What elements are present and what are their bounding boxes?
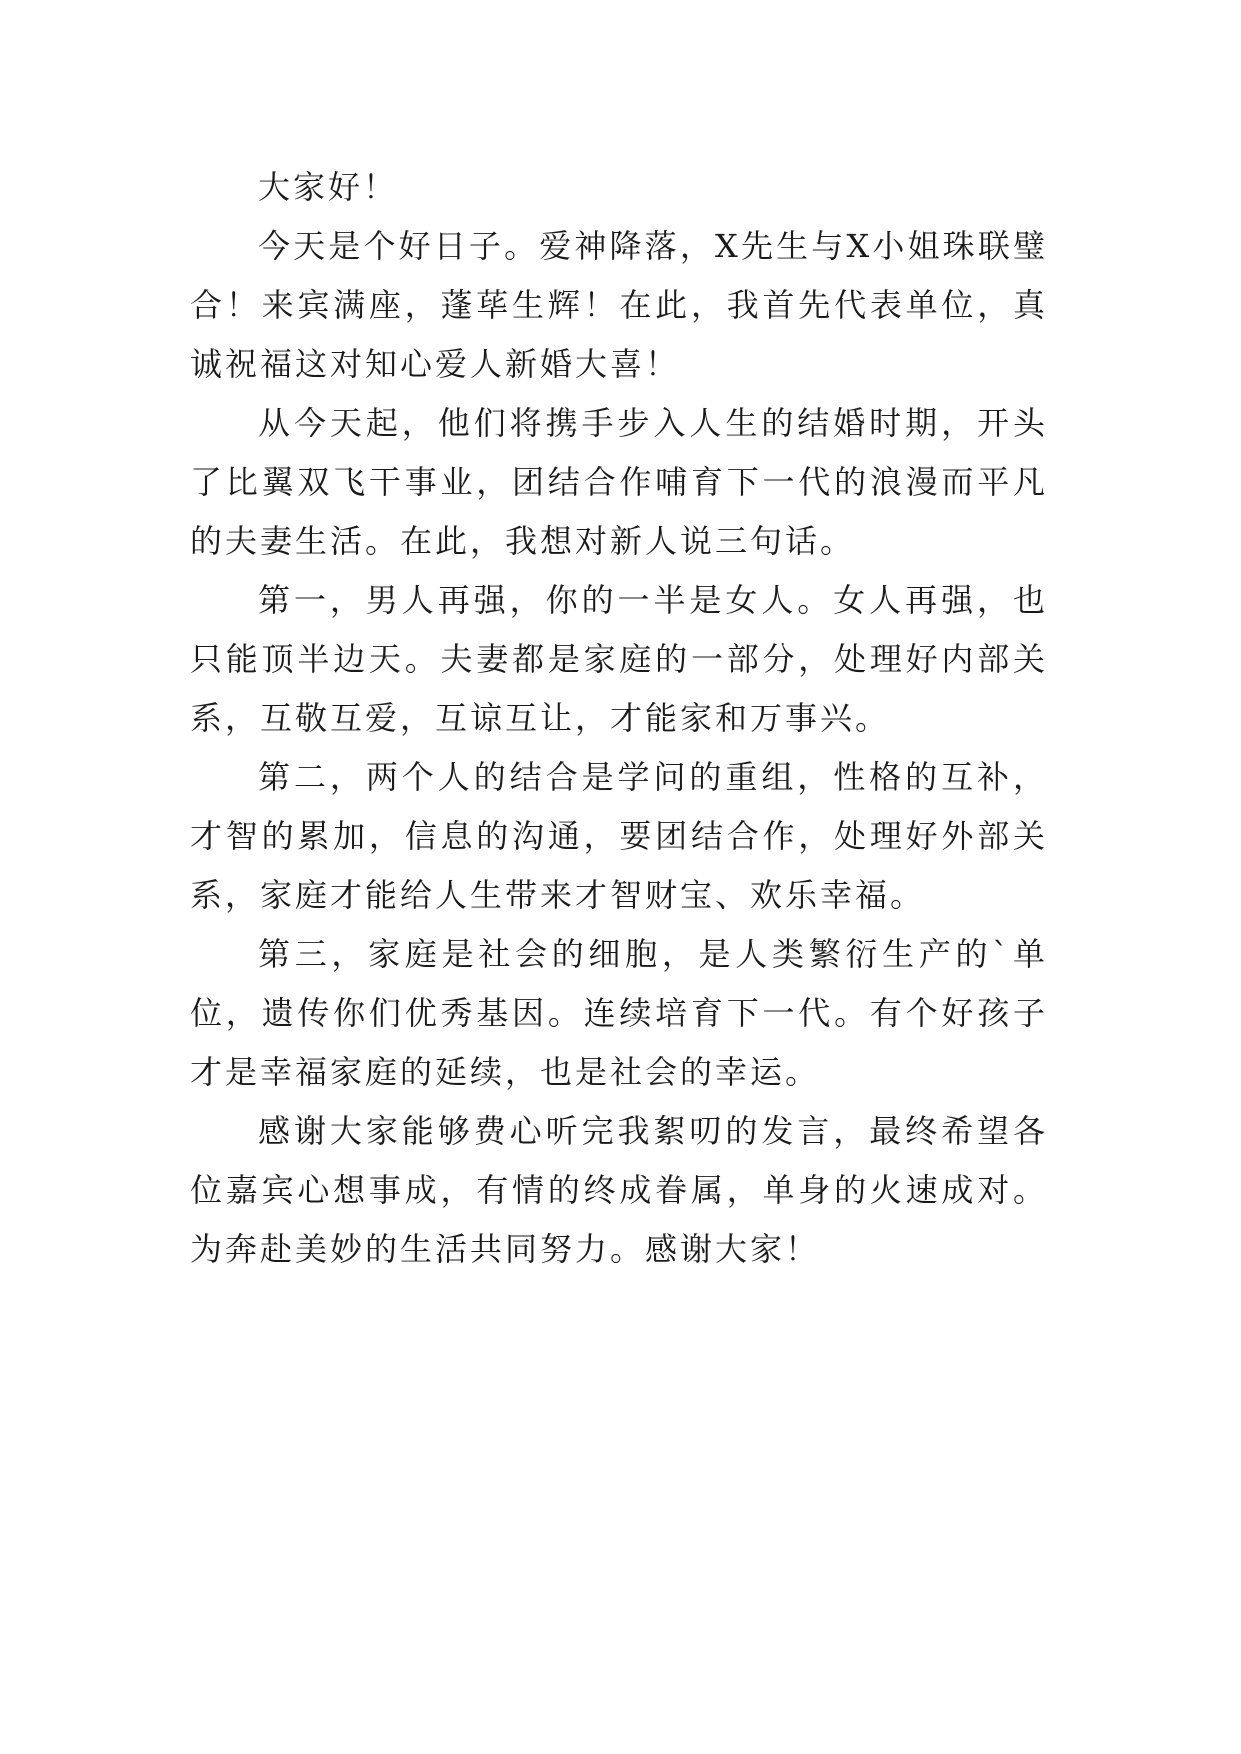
paragraph-blessing: 今天是个好日子。爱神降落，X先生与X小姐珠联璧合！来宾满座，蓬荜生辉！在此，我首先代表单位，真诚祝福这对知心爱人新婚大喜！ — [190, 227, 1048, 383]
paragraph-point-two: 第二，两个人的结合是学问的重组，性格的互补，才智的累加，信息的沟通，要团结合作，处理好外部关系，家庭才能给人生带来才智财宝、欢乐幸福。 — [190, 758, 1048, 914]
paragraph-point-three: 第三，家庭是社会的细胞，是人类繁衍生产的`单位，遗传你们优秀基因。连续培育下一代。有个好孩子才是幸福家庭的延续，也是社会的幸运。 — [190, 935, 1048, 1091]
document-body — [190, 158, 1048, 1279]
paragraph-point-one: 第一，男人再强，你的一半是女人。女人再强，也只能顶半边天。夫妻都是家庭的一部分，处理好内部关系，互敬互爱，互谅互让，才能家和万事兴。 — [190, 581, 1048, 737]
paragraph-intro: 从今天起，他们将携手步入人生的结婚时期，开头了比翼双飞干事业，团结合作哺育下一代的浪漫而平凡的夫妻生活。在此，我想对新人说三句话。 — [190, 404, 1048, 560]
paragraph-greeting: 大家好！ — [258, 168, 399, 206]
paragraph-closing: 感谢大家能够费心听完我絮叨的发言，最终希望各位嘉宾心想事成，有情的终成眷属，单身的火速成对。为奔赴美妙的生活共同努力。感谢大家！ — [190, 1112, 1048, 1268]
